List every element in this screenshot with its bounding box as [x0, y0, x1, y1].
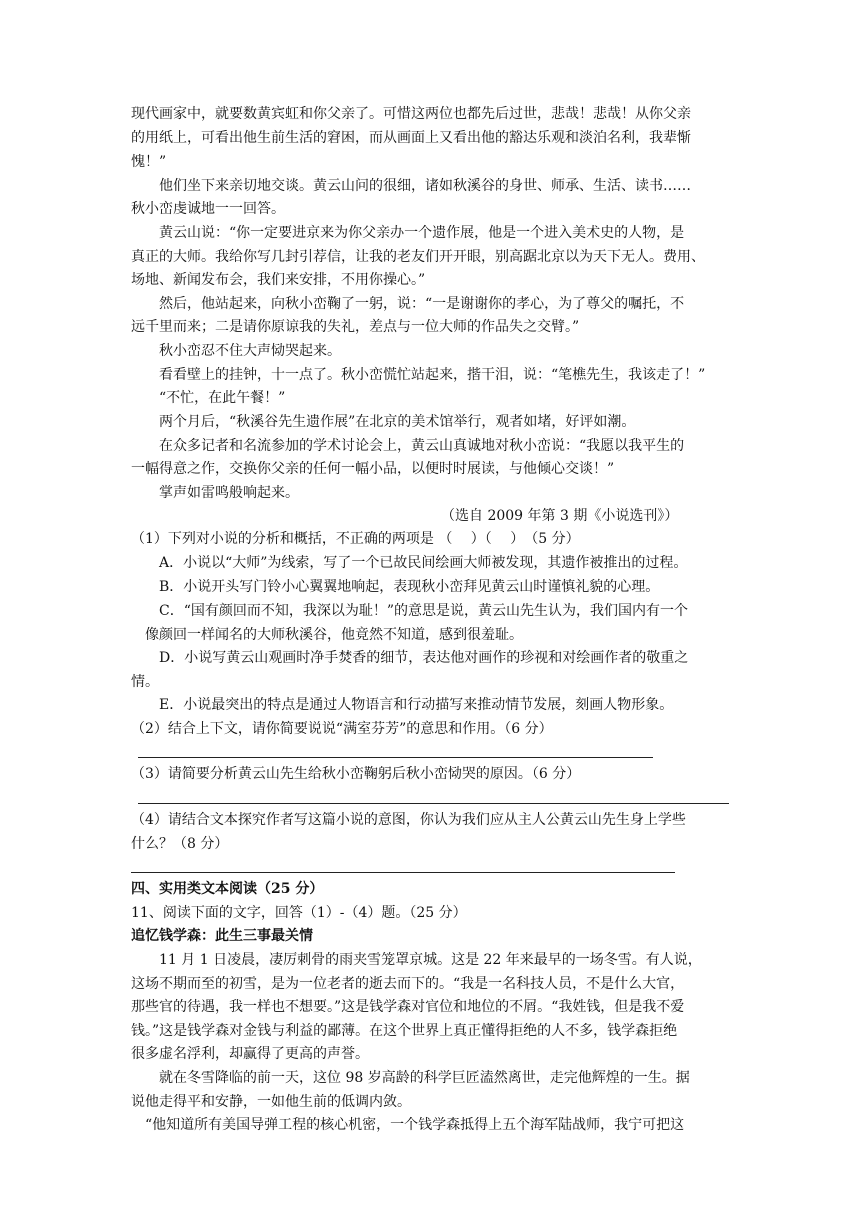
passage-line: 现代画家中，就要数黄宾虹和你父亲了。可惜这两位也都先后过世，悲哉！悲哉！从你父亲 — [131, 106, 691, 122]
question-3: （3）请简要分析黄云山先生给秋小峦鞠躬后秋小峦恸哭的原因。（6 分） — [131, 766, 581, 782]
article-line: 钱。”这是钱学森对金钱与利益的鄙薄。在这个世界上真正懂得拒绝的人不多，钱学森拒绝 — [131, 1023, 678, 1039]
passage-line: 看看壁上的挂钟，十一点了。秋小峦慌忙站起来，揩干泪，说：“笔樵先生，我该走了！” — [159, 367, 706, 383]
option-c-continued: 像颜回一样闻名的大师秋溪谷，他竟然不知道，感到很羞耻。 — [145, 627, 523, 643]
question-2: （2）结合上下文，请你简要说说“满室芬芳”的意思和作用。（6 分） — [131, 721, 553, 737]
question-4: （4）请结合文本探究作者写这篇小说的意图，你认为我们应从主人公黄云山先生身上学些 — [131, 812, 686, 828]
article-line: 11 月 1 日凌晨，凄厉刺骨的雨夹雪笼罩京城。这是 22 年来最早的一场冬雪。有人说， — [159, 952, 702, 968]
passage-line: 的用纸上，可看出他生前生活的窘困，而从画面上又看出他的豁达乐观和淡泊名利，我辈惭 — [131, 130, 691, 146]
section-heading: 四、实用类文本阅读（25 分） — [131, 881, 324, 897]
option-b: B．小说开头写门铃小心翼翼地响起，表现秋小峦拜见黄云山时谨慎礼貌的心理。 — [159, 579, 660, 595]
passage-line: 在众多记者和名流参加的学术讨论会上，黄云山真诚地对秋小峦说：“我愿以我平生的 — [159, 438, 685, 454]
article-line: 就在冬雪降临的前一天，这位 98 岁高龄的科学巨匠溘然离世，走完他辉煌的一生。据 — [159, 1070, 690, 1086]
option-a: A．小说以“大师”为线索，写了一个已故民间绘画大师被发现，其遗作被推出的过程。 — [159, 555, 688, 571]
passage-line: 远千里而来；二是请你原谅我的失礼，差点与一位大师的作品失之交臂。” — [131, 319, 580, 335]
passage-line: 秋小峦忍不住大声恸哭起来。 — [159, 343, 341, 359]
option-d: D．小说写黄云山观画时净手焚香的细节，表达他对画作的珍视和对绘画作者的敬重之 — [159, 650, 689, 666]
answer-line — [131, 872, 675, 873]
question-4-continued: 什么？（8 分） — [131, 836, 229, 852]
article-title: 追忆钱学森：此生三事最关情 — [131, 928, 313, 944]
article-line: “他知道所有美国导弹工程的核心机密，一个钱学森抵得上五个海军陆战师，我宁可把这 — [145, 1117, 685, 1133]
article-line: 很多虚名浮利，却赢得了更高的声誉。 — [131, 1046, 369, 1062]
passage-line: 他们坐下来亲切地交谈。黄云山问的很细，诸如秋溪谷的身世、师承、生活、读书…… — [159, 178, 691, 194]
passage-line: 掌声如雷鸣般响起来。 — [159, 485, 299, 501]
passage-line: 然后，他站起来，向秋小峦鞠了一躬，说：“一是谢谢你的孝心，为了尊父的嘱托，不 — [159, 296, 685, 312]
question-11: 11、阅读下面的文字，回答（1）-（4）题。（25 分） — [131, 905, 467, 921]
answer-line — [138, 757, 653, 758]
passage-line: 一幅得意之作，交换你父亲的任何一幅小品，以便时时展读，与他倾心交谈！” — [131, 461, 615, 477]
article-line: 那些官的待遇，我一样也不想要。”这是钱学森对官位和地位的不屑。“我姓钱，但是我不爱 — [131, 999, 685, 1015]
passage-line: “不忙，在此午餐！” — [159, 390, 286, 406]
passage-line: 真正的大师。我给你写几封引荐信，让我的老友们开开眼，别高踞北京以为天下无人。费用、 — [131, 249, 705, 265]
passage-line: 两个月后，“秋溪谷先生遗作展”在北京的美术馆举行，观者如堵，好评如潮。 — [159, 414, 636, 430]
option-c: C．“国有颜回而不知，我深以为耻！”的意思是说，黄云山先生认为，我们国内有一个 — [159, 603, 689, 619]
option-d-continued: 情。 — [131, 674, 159, 690]
answer-line — [138, 803, 729, 804]
passage-line: 场地、新闻发布会，我们来安排，不用你操心。” — [131, 272, 426, 288]
article-line: 说他走得平和安静，一如他生前的低调内敛。 — [131, 1094, 411, 1110]
question-1: （1）下列对小说的分析和概括，不正确的两项是 （ ）（ ） （5 分） — [131, 531, 580, 547]
source-citation: （选自 2009 年第 3 期《小说选刊》） — [441, 508, 679, 524]
option-e: E．小说最突出的特点是通过人物语言和行动描写来推动情节发展，刻画人物形象。 — [159, 697, 674, 713]
passage-line: 愧！” — [131, 154, 167, 170]
passage-line: 黄云山说：“你一定要进京来为你父亲办一个遗作展，他是一个进入美术史的人物，是 — [159, 225, 685, 241]
passage-line: 秋小峦虔诚地一一回答。 — [131, 201, 285, 217]
article-line: 这场不期而至的初雪，是为一位老者的逝去而下的。“我是一名科技人员，不是什么大官， — [131, 976, 685, 992]
